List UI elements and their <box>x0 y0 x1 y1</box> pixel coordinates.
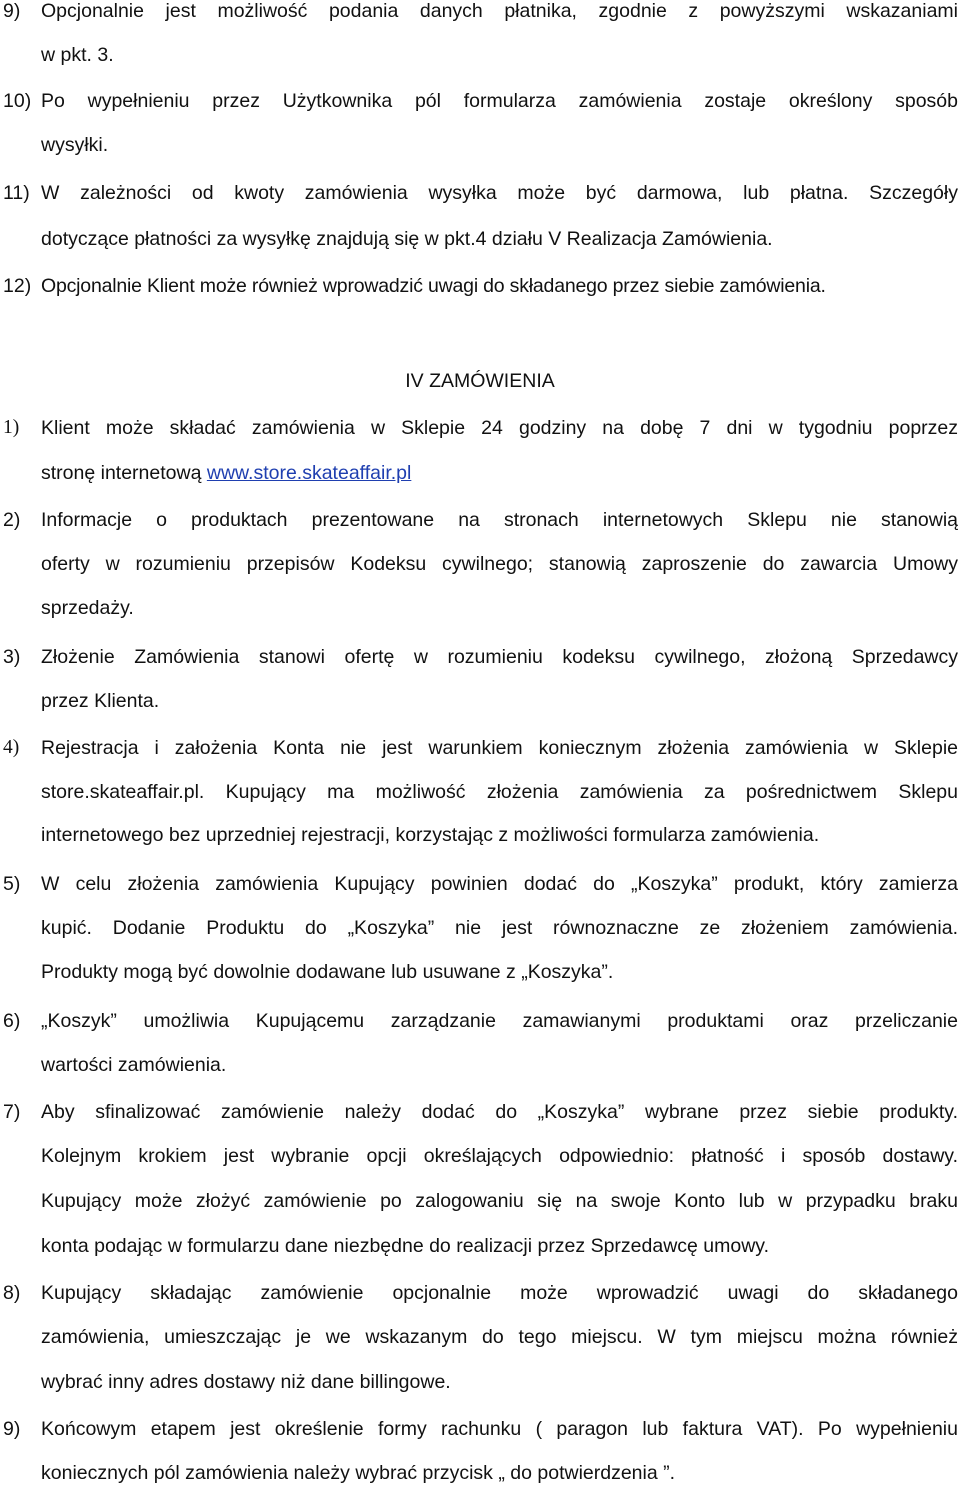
item-number: 5) <box>3 873 21 895</box>
text-line: Rejestracja i założenia Konta nie jest warunkiem koniecznym złożenia zamówienia w Sklepie <box>41 737 958 759</box>
text-line: wybrać inny adres dostawy niż dane billingowe. <box>41 1371 451 1393</box>
item-number: 12) <box>3 275 32 297</box>
text-line: Informacje o produktach prezentowane na stronach internetowych Sklepu nie stanowią <box>41 509 958 531</box>
text-line: Aby sfinalizować zamówienie należy dodać do „Koszyka” wybrane przez siebie produkty. <box>41 1101 958 1123</box>
text-line: Produkty mogą być dowolnie dodawane lub usuwane z „Koszyka”. <box>41 961 614 983</box>
text-line: Po wypełnieniu przez Użytkownika pól formularza zamówienia zostaje określony sposób <box>41 90 958 112</box>
text-line: koniecznych pól zamówienia należy wybrać przycisk „ do potwierdzenia ”. <box>41 1462 676 1484</box>
text-line: konta podając w formularzu dane niezbędne do realizacji przez Sprzedawcę umowy. <box>41 1235 770 1257</box>
text-line: W zależności od kwoty zamówienia wysyłka może być darmowa, lub płatna. Szczegóły <box>41 182 958 204</box>
item-number: 2) <box>3 509 21 531</box>
text-line: Kolejnym krokiem jest wybranie opcji określających odpowiednio: płatność i sposób dostawy. <box>41 1145 958 1167</box>
text-line: wartości zamówienia. <box>41 1054 227 1076</box>
text-line: kupić. Dodanie Produktu do „Koszyka” nie jest równoznaczne ze złożeniem zamówienia. <box>41 917 958 939</box>
item-number: 9) <box>3 0 21 22</box>
text-line: Klient może składać zamówienia w Sklepie 24 godziny na dobę 7 dni w tygodniu poprzez <box>41 417 958 439</box>
text-line: w pkt. 3. <box>41 44 114 66</box>
item-number: 10) <box>3 90 32 112</box>
item-number: 6) <box>3 1010 21 1032</box>
text-line: W celu złożenia zamówienia Kupujący powinien dodać do „Koszyka” produkt, który zamierza <box>41 873 958 895</box>
text-line: „Koszyk” umożliwia Kupującemu zarządzanie zamawianymi produktami oraz przeliczanie <box>41 1010 958 1032</box>
text-line: sprzedaży. <box>41 597 134 619</box>
text-line: Opcjonalnie jest możliwość podania danych płatnika, zgodnie z powyższymi wskazaniami <box>41 0 958 22</box>
text-line: Opcjonalnie Klient może również wprowadzić uwagi do składanego przez siebie zamówienia. <box>41 275 826 297</box>
text-line: store.skateaffair.pl. Kupujący ma możliwość złożenia zamówienia za pośrednictwem Sklepu <box>41 781 958 803</box>
text-line <box>41 462 958 484</box>
item-number: 7) <box>3 1101 21 1123</box>
text-line: Kupujący może złożyć zamówienie po zalogowaniu się na swoje Konto lub w przypadku braku <box>41 1190 958 1212</box>
text-line: Kupujący składając zamówienie opcjonalnie może wprowadzić uwagi do składanego <box>41 1282 958 1304</box>
text-line: dotyczące płatności za wysyłkę znajdują się w pkt.4 działu V Realizacja Zamówienia. <box>41 228 773 250</box>
text-line: przez Klienta. <box>41 690 160 712</box>
text-line: zamówienia, umieszczając je we wskazanym do tego miejscu. W tym miejscu można również <box>41 1326 958 1348</box>
text-line: internetowego bez uprzedniej rejestracji, korzystając z możliwości formularza zamówienia. <box>41 824 820 846</box>
text-line-prefix: stronę internetową <box>41 462 207 484</box>
item-number: 9) <box>3 1418 21 1440</box>
section-heading: IV ZAMÓWIENIA <box>405 370 555 392</box>
text-line: wysyłki. <box>41 134 109 156</box>
item-number: 1) <box>3 417 20 438</box>
text-line: Końcowym etapem jest określenie formy rachunku ( paragon lub faktura VAT). Po wypełnieniu <box>41 1418 958 1440</box>
text-line: Złożenie Zamówienia stanowi ofertę w rozumieniu kodeksu cywilnego, złożoną Sprzedawcy <box>41 646 958 668</box>
store-website-link[interactable]: www.store.skateaffair.pl <box>206 462 412 484</box>
item-number: 3) <box>3 646 21 668</box>
item-number: 8) <box>3 1282 21 1304</box>
text-line: oferty w rozumieniu przepisów Kodeksu cywilnego; stanowią zaproszenie do zawarcia Umowy <box>41 553 958 575</box>
item-number: 11) <box>3 182 30 204</box>
item-number: 4) <box>3 737 20 758</box>
